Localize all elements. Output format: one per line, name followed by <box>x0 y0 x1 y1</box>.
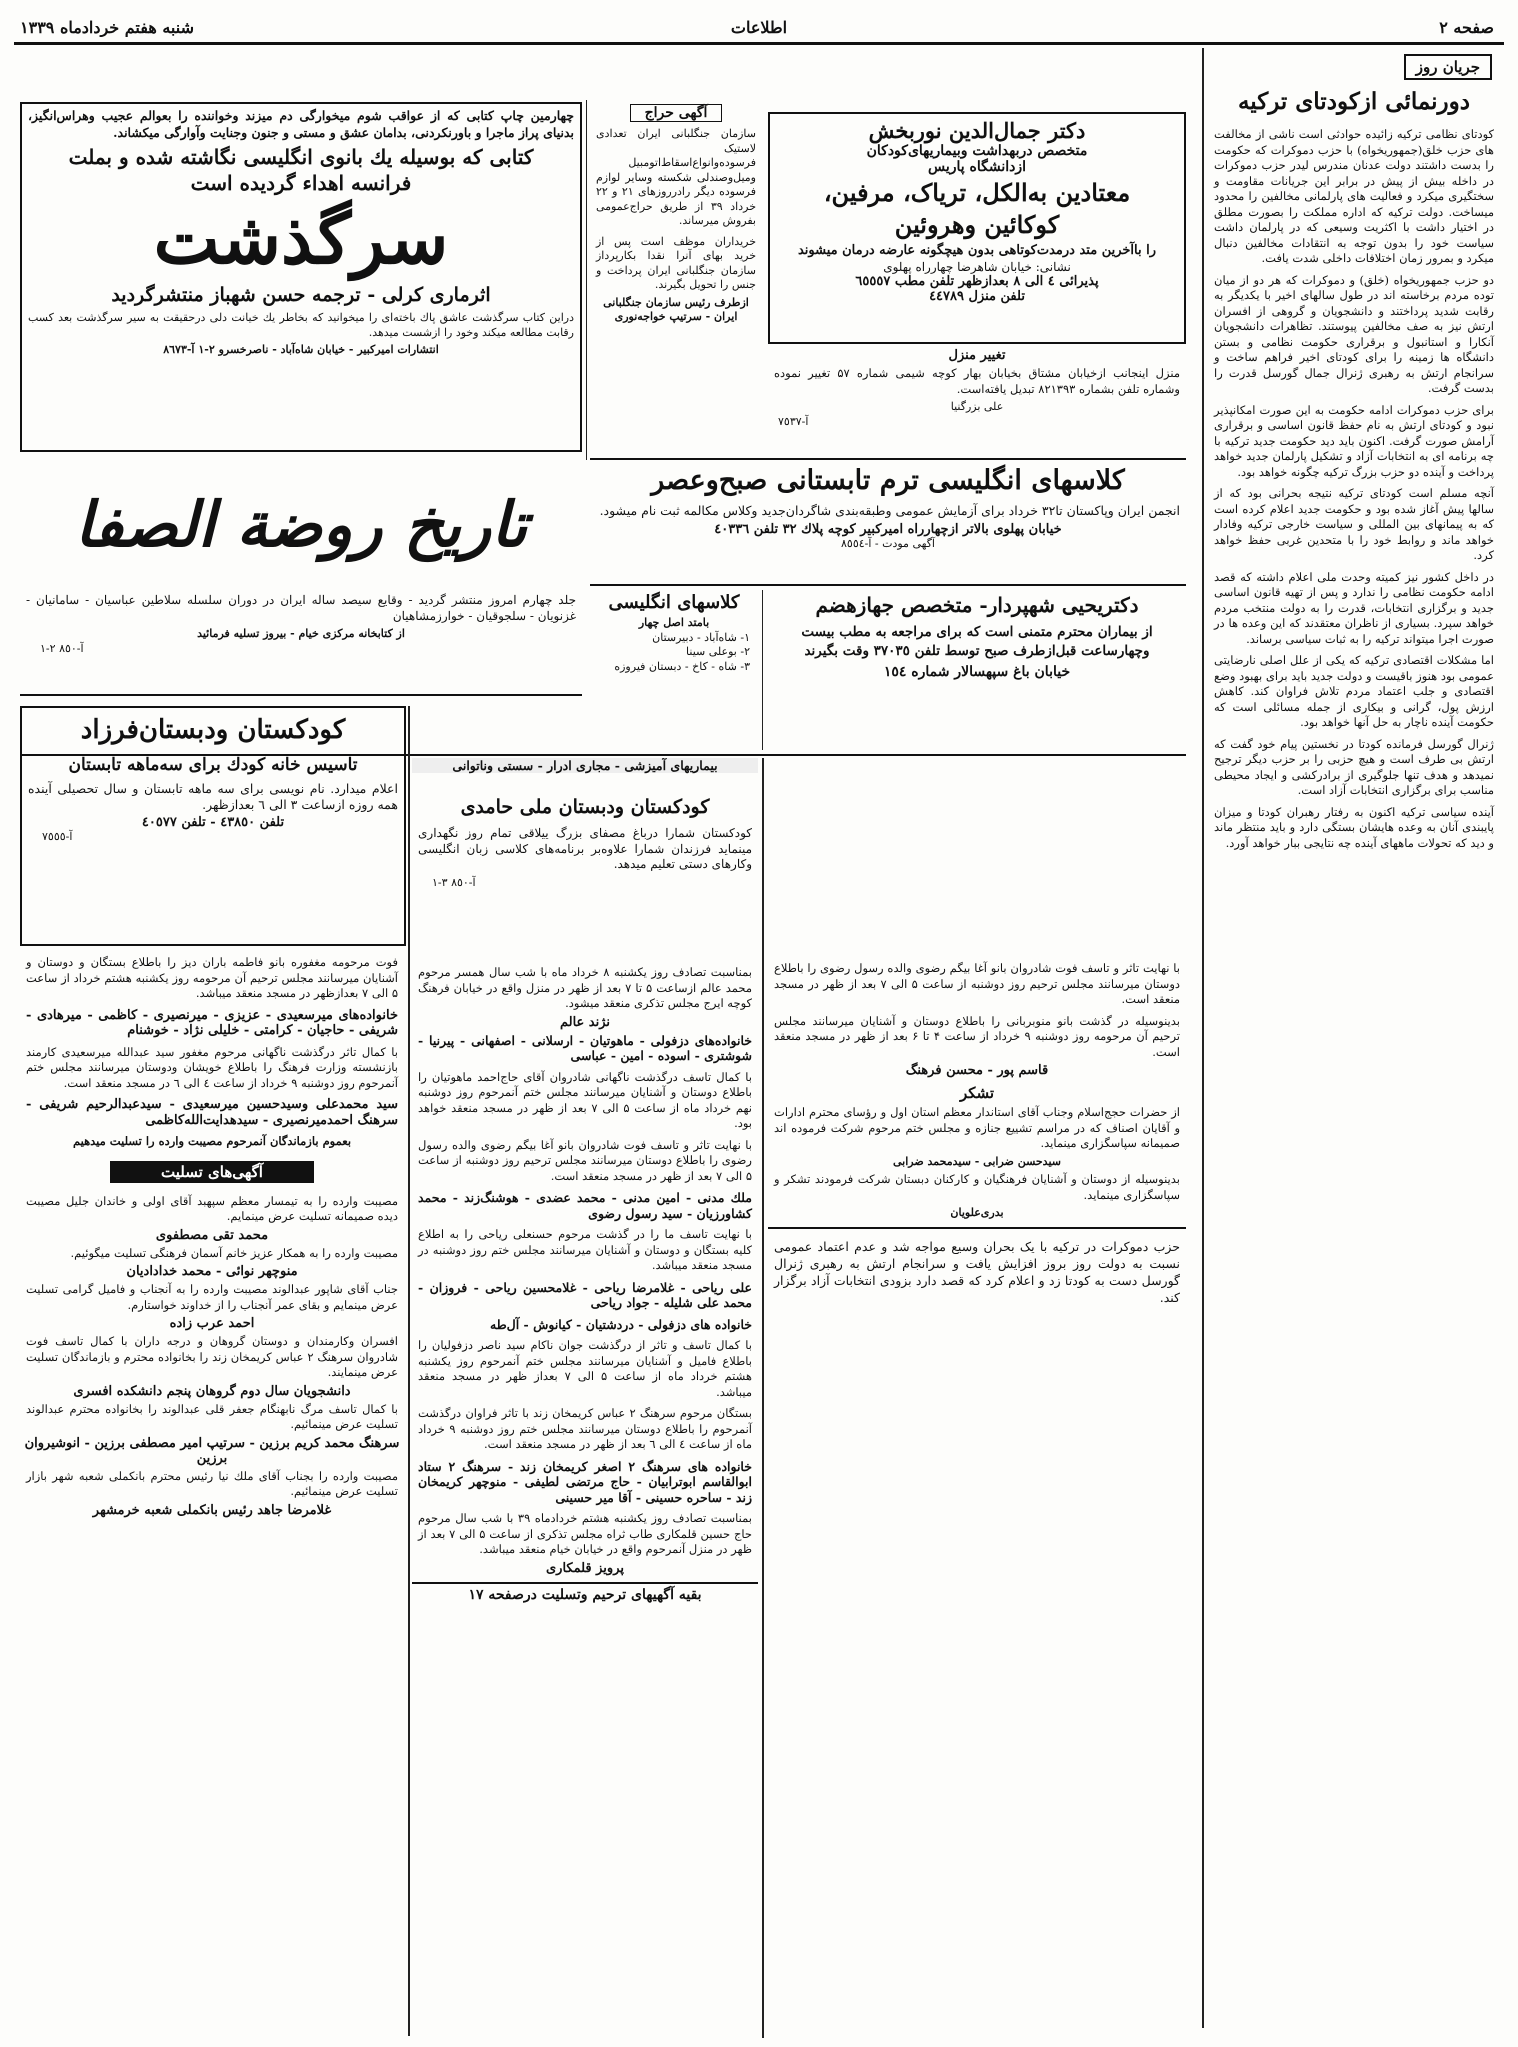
farzad-subtitle: تاسیس خانه کودك برای سه‌ماهه تابستان <box>68 755 358 775</box>
funeral-sign: نژند عالم <box>559 1014 611 1030</box>
condolence-sign: دانشجویان سال دوم گروهان پنجم دانشکده افسری <box>73 1383 351 1399</box>
history-text: جلد چهارم امروز منتشر گردید - وقایع سیصد ساله ایران در دوران سلسله سلاطین عباسیان - سامانیان - غزنویان - سلجوقیان - خوارزمشاهیان <box>26 593 576 623</box>
section-rule <box>590 584 1186 586</box>
english-classes-ad <box>590 590 758 750</box>
surgeon-address: خیابان باغ سپهسالار شماره ١٥٤ <box>883 664 1071 680</box>
book-author: اثرماری کرلی - ترجمه حسن شهباز منتشرگردید <box>111 284 491 306</box>
auction-text: سازمان جنگلبانی ایران تعدادی لاستیک فرسوده‌وانواع‌اسقاط‌اتومبیل ومیل‌وصندلی شکسته وسایر لوازم فرسوده دیگر رادرروزهای ٢١ و ٢٢ خرداد ۳۹ از طریق حراج‌عمومی بفروش میرساند. <box>596 127 757 227</box>
column-divider <box>408 706 410 2036</box>
history-calligraphy: تاریخ روضة الصفا <box>74 488 528 561</box>
condolence-notice: مصیبت وارده را به تیمسار معظم سپهبد آقای اولی و خاندان جلیل مصیبت دیده صمیمانه تسلیت عرض مینمایم. <box>26 1193 398 1223</box>
editorial-paragraph: آنچه مسلم است کودتای ترکیه نتیجه بحرانی بود که از سالها پیش آغاز شده بود و حکومت جدید اعلام کرده است که به پیمانهای بین المللی و سیاست خارجی ترکیه وفادار خواهد ماند و روابط خود را با متحدین غربی حفظ خواهد کرد. <box>1214 486 1494 562</box>
hamedi-head: بیماریهای آمیزشی - مجاری ادرار - سستی وناتوانی <box>412 758 758 773</box>
condolence-sign: منوچهر نوائی - محمد خدادادیان <box>126 1264 298 1279</box>
thanks-sign: سیدحسن ضرابی - سیدمحمد ضرابی <box>892 1154 1061 1168</box>
editorial-paragraph: اما مشکلات اقتصادی ترکیه که یکی از علل اصلی نارضایتی عمومی بود هنوز باقیست و دولت جدید باید برای بهبود وضع اقتصادی و جلب اعتماد مردم تلاش فراوان کند. کاهش ارزش پول، گرانی و بیکاری از جمله مسائلی است که حکومت آینده ناچار به حل آنها خواهد بود. <box>1214 653 1494 729</box>
english-summer-text: انجمن ایران وپاکستان تا۳۲ خرداد برای آزمایش عمومی وطبقه‌بندی شاگردان‌جدید وکلاس مکالمه ثبت نام میشود. <box>599 503 1180 518</box>
farzad-address: تلفن ٤٣٨٥٠ - تلفن ٤٠٥٧٧ <box>141 815 285 830</box>
funeral-families: خانواده های دزفولی - دردشتیان - کیانوش - آل‌طه <box>490 1316 752 1332</box>
continue-note: بقیه آگهیهای ترحیم وتسلیت درصفحه ١٧ <box>412 1582 758 1603</box>
auction-sign: ازطرف رئیس سازمان جنگلبانی ایران - سرتیپ خواجه‌نوری <box>603 295 749 323</box>
doctor-ad <box>768 112 1186 344</box>
english-classes-item: ۱- شاه‌آباد - دبیرستان <box>652 630 750 644</box>
english-classes-subtitle: بامتد اصل چهار <box>638 616 710 629</box>
funeral-notice: فوت مرحومه مغفوره بانو فاطمه باران دیز را باطلاع بستگان و دوستان و آشنایان میرسانند مجلس ترحیم آن مرحومه روز یکشنبه هشتم خرداد از ساعت ۵ الی ۷ بعدازظهر در مسجد منعقد میباشد. <box>26 955 398 1000</box>
move-code: آ-٧٥٣٧ <box>778 414 809 428</box>
condolence-notice: با کمال تاسف مرگ نابهنگام جعفر قلی عبدالوند را بخانواده محترم عبدالوند تسلیت عرض مینمائیم. <box>26 1401 398 1431</box>
editorial-paragraph: دو حزب جمهوریخواه (خلق) و دموکرات که هر دو از میان توده مردم برخاسته اند در طول سالهای اخیر با یکدیگر به رقابت شدید پرداختند و دانشجویان و گروهی از افسران ارتش نیز به صف مخالفین پیوستند. تظاهرات دانشجویان آنکارا و استانبول و برقراری حکومت نظامی و بستن دانشگاه ها زمینه را برای کودتای اخیر فراهم ساخت و سرانجام ارتش به رهبری ژنرال جمال گورسل قدرت را بدست گرفت. <box>1214 272 1494 395</box>
move-text: منزل اینجانب ازخیابان مشتاق بخیابان بهار کوچه شیمی شماره ۵۷ تغییر نموده وشماره تلفن بشماره ۸۲۱۳۹۳ تبدیل یافته‌است. <box>774 366 1180 396</box>
funeral-sign: پرویز قلمکاری <box>545 1560 624 1576</box>
book-ad <box>20 102 582 452</box>
funeral-notice: بستگان مرحوم سرهنگ ۲ عباس کریمخان زند با تاثر فراوان درگذشت آنمرحوم را باطلاع دوستان میرسانند مجلس ختم روز دوشنبه ٩ خرداد ماه از ساعت ٤ الی ٦ بعد از ظهر در مسجد منعقد است. <box>418 1406 753 1451</box>
funeral-notice: با نهایت تاثر و تاسف فوت شادروان بانو آغا بیگم رضوی والده رسول رضوی را باطلاع دوستان میرسانند مجلس ترحیم روز دوشنبه از ساعت ۵ الی ۷ بعد از ظهر در مسجد منعقد است. <box>774 961 1180 1006</box>
funeral-families: خانواده‌های میرسعیدی - عزیزی - میرنصیری - کاظمی - میرهادی - شریفی - حاجیان - کرامتی - خلیلی نژاد - خوشنام <box>26 1007 398 1038</box>
funeral-notice: بدینوسیله در گذشت بانو منوبربانی را باطلاع دوستان و آشنایان میرسانند مجلس ترحیم آن مرحومه روز دوشنبه ۹ خرداد از ساعت ۴ تا ۶ بعد از ظهر در مسجد منعقد است. <box>774 1013 1181 1059</box>
funeral-column-middle <box>412 962 758 2037</box>
book-line-1: کتابی که بوسیله یك بانوی انگلیسی نگاشته شده و بملت <box>68 145 534 169</box>
book-intro: چهارمین چاپ کتابی که از عواقب شوم میخوارگی دم میزند وخواننده را بعوالم عجیب وهراس‌انگیز، بدنیای پراز ماجرا و باورنکردنی، بدامان عشق و مستی و جنون وجنایت وآوارگی میکشاند. <box>28 108 574 140</box>
condolence-sign: غلامرضا جاهد رئیس بانکملی شعبه خرمشهر <box>92 1502 332 1518</box>
funeral-sign: قاسم پور - محسن فرهنگ <box>905 1063 1049 1078</box>
english-summer-code: آگهی مودت - آ-٨٥٥٤ <box>841 536 935 550</box>
condolence-banner: آگهی‌های تسلیت <box>110 1161 314 1183</box>
funeral-families: خانواده‌های دزفولی - ماهوتیان - ارسلانی - اصفهانی - پیرنیا - شوشتری - اسوده - امین - عباسی <box>418 1032 752 1063</box>
english-summer-address: خیابان پهلوی بالاتر ازچهارراه امیرکبیر کوچه پلاك ۳۲ تلفن ٤٠٣٣٦ <box>714 521 1062 537</box>
doctor-name: دکتر جمال‌الدین نوربخش <box>868 118 1086 143</box>
editorial-paragraph: برای حزب دموکرات ادامه حکومت به این صورت امکانپذیر نبود و کودتای ارتش به نام حفظ قانون اساسی و برقراری آرامش صورت گرفت. اکنون باید دید حکومت جدید ترکیه با چه برنامه ای به انتخابات آزاد و تشکیل پارلمان جدید خواهد پرداخت و آینده دو حزب بزرگ ترکیه چگونه خواهد بود. <box>1214 402 1494 479</box>
editorial-title: دورنمائی ازکودتای ترکیه <box>1237 88 1471 115</box>
header-date: شنبه هفتم خردادماه ۱۳۳۹ <box>20 18 194 37</box>
auction-text-2: خریداران موظف است پس از خرید بهای آنرا نقدا بکارپرداز سازمان جنگلبانی ایران پرداخت و جنس را تحویل بگیرند. <box>596 234 756 291</box>
funeral-notice: با کمال تاثر درگذشت ناگهانی مرحوم مغفور سید عبدالله میرسعیدی کارمند بازنشسته وزارت فرهنگ را باطلاع خویشان ودوستان میرسانند مجلس ختم آنمرحوم روز دوشنبه ٩ خرداد از ساعت ٤ الی ٦ در مسجد منعقد است. <box>26 1044 398 1090</box>
funeral-notice: بمناسبت تصادف روز یکشنبه هشتم خردادماه ۳۹ با شب سال مرحوم حاج حسین قلمکاری طاب ثراه مجلس تذکری از ساعت ۵ الی ۷ بعد از ظهر در منزل آنمرحوم واقع در خیابان خیام منعقد میباشد. <box>418 1511 752 1556</box>
funeral-sign: بدری‌علویان <box>950 1206 1004 1219</box>
english-classes-title: کلاسهای انگلیسی <box>608 592 740 613</box>
kindergarten-farzad-ad <box>20 706 406 946</box>
column-divider <box>762 590 763 750</box>
move-notice <box>768 348 1186 448</box>
funeral-notice: با کمال تاسف درگذشت ناگهانی شادروان آقای حاج‌احمد ماهوتیان را باطلاع دوستان و آشنایان میرسانند مجلس ختم آنمرحوم روز دوشنبه نهم خرداد ماه از ساعت ۵ الی ۷ بعد از ظهر در مسجد منعقد خواهد بود. <box>418 1069 752 1130</box>
book-big-title: سرگذشت <box>153 197 449 280</box>
surgeon-title: دکتریحیی شهپردار- متخصص جهازهضم <box>815 593 1139 617</box>
condolence-sign: محمد تقی مصطفوی <box>155 1227 269 1243</box>
column-divider <box>586 100 587 460</box>
english-summer-ad <box>590 462 1186 580</box>
funeral-families: سید محمدعلی وسیدحسین میرسعیدی - سیدعبدالرحیم شریفی - سرهنگ احمدمیرنصیری - سیدهدایت‌الله‌کاظمی <box>26 1097 398 1128</box>
doctor-desc: را باآخرین متد درمدت‌کوتاهی بدون هیچگونه عارضه درمان میشوند <box>797 243 1157 258</box>
funeral-notice: با نهایت تاسف ما را در گذشت مرحوم حسنعلی ریاحی را به اطلاع کلیه بستگان و دوستان و آشنایان میرسانند مجلس ختم روز دوشنبه در مسجد منعقد میباشد. <box>418 1227 752 1272</box>
history-code: آ-٨٥٠ ٢-١ <box>40 641 84 655</box>
funeral-families: علی ریاحی - غلامرضا ریاحی - غلامحسین ریاحی - فروزان - محمد علی شلیله - جواد ریاحی <box>418 1279 752 1310</box>
header-page-number: صفحه ۲ <box>1439 18 1494 37</box>
funeral-notice: بدینوسیله از دوستان و آشنایان فرهنگیان و کارکنان دبستان شرکت فرمودند تشکر و سپاسگزاری مینماید. <box>774 1172 1180 1202</box>
english-classes-item: ۳- شاه - کاخ - دبستان فیروزه <box>614 659 750 673</box>
farzad-text: اعلام میدارد. نام نویسی برای سه ماهه تابستان و سال تحصیلی آینده همه روزه ازساعت ۳ الی ٦ بعدازظهر. <box>28 781 398 812</box>
hamedi-code: آ-٨٥٠ ٣-١ <box>432 875 476 889</box>
editorial-paragraph: ژنرال گورسل فرمانده کودتا در نخستین پیام خود گفت که ارتش بی طرف است و هیچ حزبی را بر حزب دیگر ترجیح نمیدهد و هدف تنها جلوگیری از برادرکشی و ایجاد محیطی مناسب برای برگزاری انتخابات آزاد است. <box>1214 736 1494 797</box>
thanks-title: تشکر <box>959 1084 995 1102</box>
editorial-paragraph: کودتای نظامی ترکیه زائیده حوادثی است ناشی از مخالفت های حزب خلق(جمهوریخواه) با حزب دموکرات که حکومت را بدست داشتند دولت عدنان مندرس لیدر حزب دموکرات در داخله بیش از پیش در برابر این جریانات مقاومت و سختگیری میکرد و فعالیت های پارلمانی مخالفین را محدود میساخت. دولت ترکیه که اداره مملکت را بصورت مطلق در اختیار داشت با اکثریت وسیعی که در پارلمان داشت سیاست خود را بدون توجه به انتقادات مخالفین دنبال میکرد و بمرور زمان اختلافات داخلی شدت یافت. <box>1214 127 1494 265</box>
section-label: جریان روز <box>1404 54 1492 80</box>
book-publisher: انتشارات امیرکبیر - خیابان شاه‌آباد - ناصرخسرو ٢-١ آ-٨٦٧٣ <box>163 343 439 356</box>
header-rule <box>14 42 1504 45</box>
section-rule <box>20 694 582 696</box>
doctor-hours: پذیرائی ٤ الی ٨ بعدازظهر تلفن مطب ٦٥٥٥٧ <box>855 274 1099 289</box>
auction-ad <box>590 102 762 452</box>
section-rule <box>768 1227 1186 1229</box>
funeral-column-right <box>768 758 1186 2033</box>
condolence-notice: مصیبت وارده را به همکار عزیز خانم آسمان فرهنگی تسلیت میگوئیم. <box>70 1245 398 1260</box>
condolence-sign: احمد عرب زاده <box>169 1316 255 1331</box>
auction-title: آگهی حراج <box>630 104 722 122</box>
editorial-paragraph: در داخل کشور نیز کمیته وحدت ملی اعلام داشته که قصد ادامه حکومت نظامی را ندارد و پس از تهیه قانون اساسی جدید و برگزاری انتخابات، قدرت را به دولت منتخب مردم خواهد سپرد. بسیاری از ناظران معتقدند که این وعده ها در صورت اجرا میتواند ترکیه را به ثبات سیاسی برساند. <box>1214 569 1494 646</box>
hamedi-text: کودکستان شمارا درباغ مصفای بزرگ ییلاقی تمام روز نگهداری مینماید فرزندان شمارا علاوه‌بر برنامه‌های کلاسی زبان انگلیسی وکارهای دستی تعلیم میدهد. <box>418 826 752 871</box>
history-book-ad <box>20 460 582 692</box>
editorial-continuation: حزب دموکرات در ترکیه با یک بحران وسیع مواجه شد و عدم اعتماد عمومی نسبت به دولت روز بروز افزایش یافت و سرانجام ارتش به رهبری ژنرال گورسل دست به کودتا زد و اعلام کرد که قصد دارد بزودی انتخابات آزاد برگزار کند. <box>774 1238 1180 1305</box>
funeral-notice: با نهایت تاثر و تاسف فوت شادروان بانو آغا بیگم رضوی والده رسول رضوی را باطلاع دوستان میرسانند مجلس ترحیم روز دوشنبه از ساعت ۵ الی ۷ بعد از ظهر در مسجد منعقد است. <box>418 1137 752 1183</box>
doctor-address: نشانی: خیابان شاهرضا چهارراه پهلوی <box>883 260 1071 274</box>
farzad-title: کودکستان ودبستان‌فرزاد <box>80 715 346 745</box>
condolence-sign: سرهنگ محمد کریم برزین - سرتیپ امیر مصطفی برزین - انوشیروان برزین <box>24 1435 400 1466</box>
surgeon-ad <box>768 590 1186 750</box>
kindergarten-hamedi-ad <box>412 758 758 958</box>
editorial-paragraph: آینده سیاسی ترکیه اکنون به رفتار رهبران کودتا و میزان پایبندی آنان به وعده هایشان بستگی دارد و باید منتظر ماند و دید که تحولات ماههای آینده چه نتایجی ببار خواهد آورد. <box>1214 804 1494 850</box>
book-line-2: فرانسه اهداء گردیده است <box>190 171 412 195</box>
funeral-condolence: بعموم بازماندگان آنمرحوم مصیبت وارده را تسلیت میدهیم <box>72 1134 352 1148</box>
move-sign: علی بزرگنیا <box>950 400 1004 413</box>
book-desc: دراین کتاب سرگذشت عاشق پاك باخته‌ای را میخوانید که بخاطر یك خیانت دلی درحقیقت به سیر سرگذشت بعد کسب رقابت مطالعه میکند وخود را ازشست میدهد. <box>28 311 574 339</box>
move-title: تغییر منزل <box>948 348 1006 363</box>
english-classes-item: ۲- بوعلی سینا <box>686 645 750 658</box>
condolence-notice: جناب آقای شاپور عبدالوند مصیبت وارده را به آنجناب و فامیل گرامی تسلیت عرض مینمایم و بقای عمر آنجناب را از خداوند خواستارم. <box>26 1282 398 1312</box>
header-paper-name: اطلاعات <box>730 18 788 37</box>
thanks-text: از حضرات حجج‌اسلام وجناب آقای استاندار معظم استان اول و رؤسای محترم ادارات و آقایان اصناف که در مراسم تشییع جنازه و مجلس ختم مرحوم شرکت فرموده اند صمیمانه سپاسگزاری مینماید. <box>774 1105 1180 1150</box>
surgeon-text: از بیماران محترم متمنی است که برای مراجعه به مطب بیست وچهارساعت قبل‌ازطرف صبح توسط تلفن ٣٧٠٣٥ وقت بگیرند <box>801 624 1153 659</box>
funeral-notice: با کمال تاسف و تاثر از درگذشت جوان ناکام سید ناصر دزفولیان را باطلاع فامیل و آشنایان میرسانند مجلس ختم آنمرحوم روز یکشنبه هشتم خرداد ماه از ساعت ۵ الی ۷ بعداز ظهر در مسجد منعقد میباشد. <box>418 1338 752 1399</box>
doctor-phone: تلفن منزل ٤٤٧٨٩ <box>929 289 1025 304</box>
doctor-university: ازدانشگاه پاریس <box>927 159 1027 175</box>
column-divider <box>1202 48 1204 2028</box>
editorial-column <box>1208 50 1500 2025</box>
condolence-notice: افسران وکارمندان و دوستان گروهان و درجه داران با کمال تاسف فوت شادروان سرهنگ ۲ عباس کریمخان زند را بخانواده محترم و بازماندگان تسلیت عرض مینمایند. <box>26 1334 398 1379</box>
funeral-families: خانواده های سرهنگ ۲ اصغر کریمخان زند - سرهنگ ۲ ستاد ابوالقاسم ابوترابیان - حاج مرتضی لطیفی - منوچهر کریمخان زند - ساحره حسینی - آقا میر حسینی <box>418 1458 752 1505</box>
funeral-notice: بمناسبت تصادف روز یکشنبه ۸ خرداد ماه با شب سال همسر مرحوم محمد عالم ازساعت ۵ تا ۷ بعد از ظهر در منزل واقع در خیابان فرهنگ کوچه ایرج مجلس تذکری منعقد میشود. <box>418 965 753 1010</box>
funeral-column-left <box>20 952 404 2032</box>
funeral-families: ملك مدنی - امین مدنی - محمد عضدی - هوشنگ‌زند - محمد کشاورزیان - سید رسول رضوی <box>418 1190 752 1221</box>
hamedi-title: کودکستان ودبستان ملی حامدی <box>460 796 710 818</box>
english-summer-title: کلاسهای انگلیسی ترم تابستانی صبح‌وعصر <box>651 465 1125 496</box>
column-divider <box>762 758 764 2038</box>
history-pub: از کتابخانه مرکزی خیام - بیروز تسلیه فرمائید <box>197 627 405 640</box>
farzad-code: آ-٧٥٥٥ <box>42 830 73 843</box>
doctor-addicts: معتادین به‌الکل، تریاک، مرفین، کوکائین وهروئین <box>823 178 1131 239</box>
section-rule <box>590 458 1186 460</box>
condolence-notice: مصیبت وارده را بجناب آقای ملك نیا رئیس محترم بانکملی شعبه شهر بازار تسلیت عرض مینمائیم. <box>26 1468 398 1498</box>
doctor-specialty: متخصص دربهداشت وبیماریهای‌کودکان <box>866 143 1088 159</box>
